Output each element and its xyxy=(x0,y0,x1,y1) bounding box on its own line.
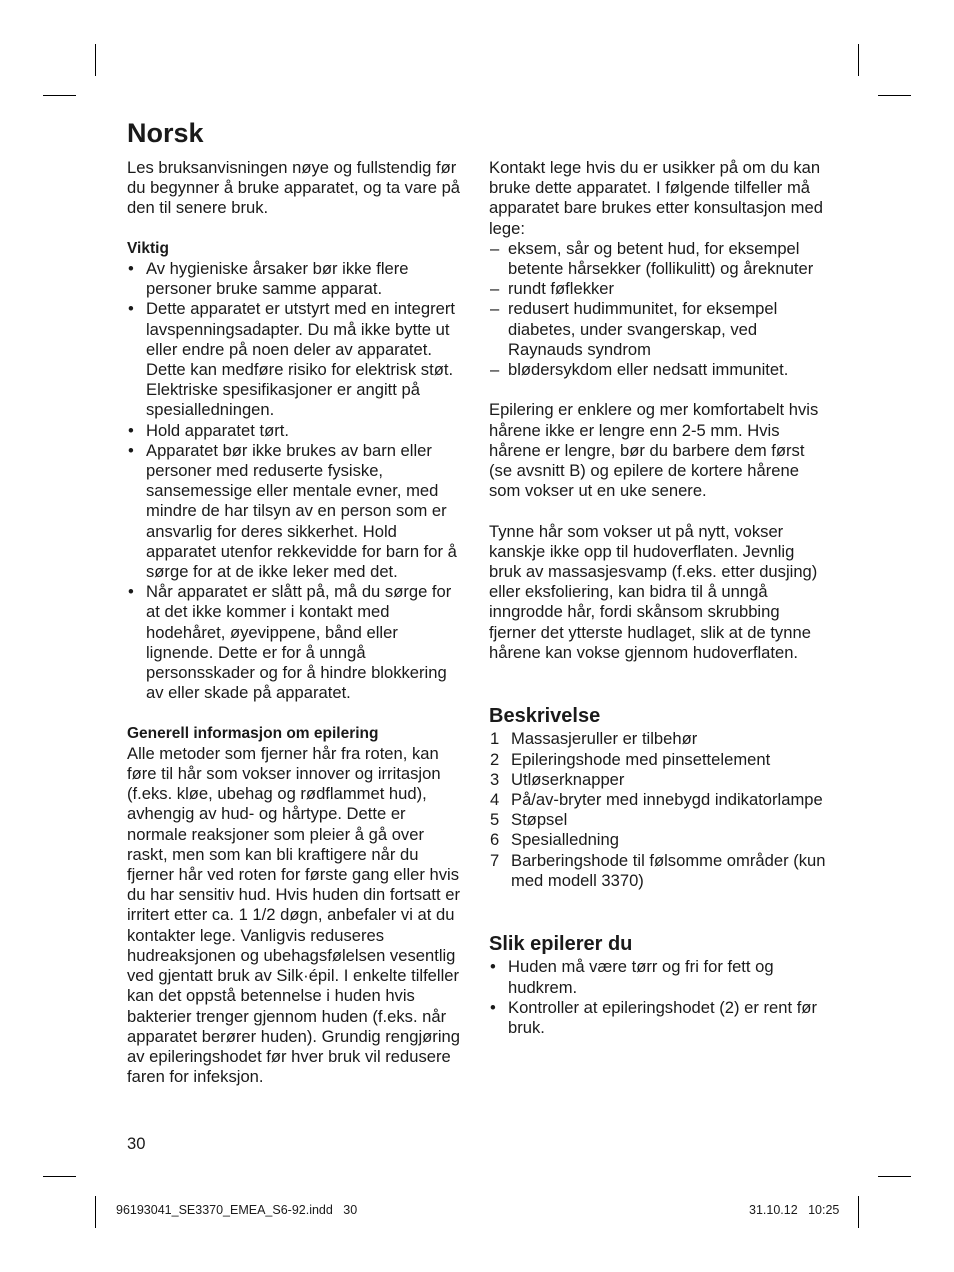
list-item: • Av hygieniske årsaker bør ikke flere personer bruke samme apparat. xyxy=(128,259,409,299)
beskrivelse-list xyxy=(489,729,831,891)
list-item: • Huden må være tørr og fri for fett og hudkrem. xyxy=(490,957,774,997)
crop-mark xyxy=(878,1176,911,1177)
footer-file-info: 96193041_SE3370_EMEA_S6-92.indd 30 xyxy=(116,1203,358,1217)
epilering-paragraph: Epilering er enklere og mer komfortabelt hvis hårene ikke er lengre enn 2-5 mm. Hvis hårene er lengre, bør du barbere dem først (se avsnitt B) og epilere de kortere hårene som vokser ut en uke senere. xyxy=(489,400,819,501)
left-column xyxy=(127,158,467,1087)
list-item: 2 Epileringshode med pinsettelement xyxy=(490,749,771,769)
general-info-paragraph: Alle metoder som fjerner hår fra roten, kan føre til hår som vokser innover og irritasjon (f.eks. kløe, ubehag og rødflammet hud), avhengig av hud- og hårtype. Dette er normale reaksjoner som pleier å gå over raskt, men som kan bli kraftigere når du fjerner hår ved roten for første gang eller hvis du har sensitiv hud. Hvis huden din fortsatt er irritert etter ca. 1 1/2 døgn, anbefaler vi at du kontakter lege. Vanligvis reduseres hudreaksjonen og ubehagsfølelsen vesentlig ved gjentatt bruk av Silk·épil. I enkelte tilfeller kan det oppstå betennelse i huden hvis bakterier trenger gjennom huden (f.eks. når apparatet berører huden). Grundig rengjøring av epileringshodet før hver bruk vil redusere faren for infeksjon. xyxy=(127,743,460,1087)
list-item: • Hold apparatet tørt. xyxy=(128,420,289,440)
crop-mark xyxy=(858,44,859,76)
right-column xyxy=(489,158,831,1038)
list-item: • Apparatet bør ikke brukes av barn eller personer med reduserte fysiske, sansemessige eller mentale evner, med mindre de har tilsyn av en person som er ansvarlig for deres sikkerhet. Hold apparatet utenfor rekkevidde for barn for å sørge for at de ikke leker med det. xyxy=(128,440,457,582)
list-item: 7 Barberingshode til følsomme områder (kun med modell 3370) xyxy=(490,850,826,890)
beskrivelse-heading: Beskrivelse xyxy=(489,705,601,728)
list-item: • Kontroller at epileringshodet (2) er rent før bruk. xyxy=(490,997,817,1038)
list-item: 6 Spesialledning xyxy=(490,830,619,850)
list-item: • Når apparatet er slått på, må du sørge for at det ikke kommer i kontakt med hodehåret, øyevippene, bånd eller lignende. Dette er for å unngå personsskader og for å hindre blokkering av eller skade på apparatet. xyxy=(128,582,452,703)
list-item: – blødersykdom eller nedsatt immunitet. xyxy=(490,360,789,380)
list-item: – rundt føflekker xyxy=(490,279,615,299)
intro-paragraph: Les bruksanvisningen nøye og fullstendig før du begynner å bruke apparatet, og ta vare på den til senere bruk. xyxy=(127,158,461,218)
contact-list xyxy=(489,239,831,380)
crop-mark xyxy=(43,95,76,96)
viktig-list xyxy=(127,259,467,703)
viktig-heading: Viktig xyxy=(127,239,169,257)
crop-mark xyxy=(95,1196,96,1228)
list-item: – eksem, sår og betent hud, for eksempel betente hårsekker (follikulitt) og åreknuter xyxy=(490,238,814,279)
list-item: 3 Utløserknapper xyxy=(490,769,625,789)
crop-mark xyxy=(95,44,96,76)
crop-mark xyxy=(43,1176,76,1177)
list-item: • Dette apparatet er utstyrt med en integrert lavspenningsadapter. Du må ikke bytte ut eller endre på noen deler av apparatet. Dette kan medføre risiko for elektrisk støt. Elektriske spesifikasjoner er angitt på spesialledningen. xyxy=(128,299,455,420)
page-title: Norsk xyxy=(127,118,204,148)
list-item: 1 Massasjeruller er tilbehør xyxy=(490,729,698,749)
general-info-heading: Generell informasjon om epilering xyxy=(127,724,379,742)
slik-list xyxy=(489,957,831,1038)
tynne-har-paragraph: Tynne hår som vokser ut på nytt, vokser kanskje ikke opp til hudoverflaten. Jevnlig bruk av massasjesvamp (f.eks. etter dusjing) eller eksfoliering, kan bidra til å unngå inngrodde hår, fordi skånsom skrubbing fjerner det ytterste hudlaget, slik at de tynne hårene kan vokse gjennom hudoverflaten. xyxy=(489,521,818,662)
crop-mark xyxy=(858,1196,859,1228)
slik-epilerer-du-heading: Slik epilerer du xyxy=(489,933,633,956)
list-item: 4 På/av-bryter med innebygd indikatorlampe xyxy=(490,790,823,810)
crop-mark xyxy=(878,95,911,96)
page-number: 30 xyxy=(127,1134,146,1153)
list-item: – redusert hudimmunitet, for eksempel diabetes, under svangerskap, ved Raynauds syndrom xyxy=(490,299,778,359)
footer-date-time: 31.10.12 10:25 xyxy=(749,1203,840,1217)
contact-intro-paragraph: Kontakt lege hvis du er usikker på om du kan bruke dette apparatet. I følgende tilfeller må apparatet bare brukes etter konsultasjon med lege: xyxy=(489,158,823,238)
list-item: 5 Støpsel xyxy=(490,810,568,830)
